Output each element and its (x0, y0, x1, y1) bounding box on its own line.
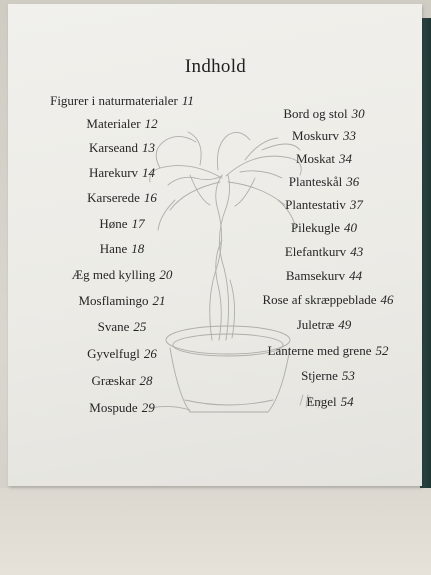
toc-entry-label: Figurer i naturmaterialer (50, 93, 178, 108)
toc-entry[interactable] (99, 216, 144, 232)
toc-entry-label: Karserede (87, 190, 140, 205)
toc-entry-label: Lanterne med grene (267, 343, 372, 358)
toc-entry-page: 25 (133, 319, 147, 334)
toc-entry[interactable] (91, 373, 152, 389)
toc-entry-page: 11 (181, 93, 194, 108)
toc-entry[interactable] (296, 151, 352, 167)
toc-entry[interactable] (98, 319, 147, 335)
toc-entry-label: Pilekugle (290, 220, 341, 235)
toc-entry-label: Græskar (91, 373, 136, 388)
toc-entry-label: Høne (99, 216, 128, 231)
toc-entry[interactable] (268, 343, 389, 359)
toc-entry-label: Engel (306, 394, 337, 409)
toc-entry-page: 17 (131, 216, 145, 231)
toc-entry-label: Mospude (89, 400, 138, 415)
toc-entry-label: Juletræ (296, 317, 335, 332)
toc-entry-label: Hane (99, 241, 128, 256)
toc-entry[interactable] (262, 292, 393, 308)
toc-entry-page: 29 (141, 400, 155, 415)
toc-entry[interactable] (292, 128, 356, 144)
toc-entry-page: 36 (346, 174, 360, 189)
toc-entry-page: 21 (152, 293, 166, 308)
toc-entry-label: Æg med kylling (71, 267, 156, 282)
toc-entry[interactable] (100, 241, 144, 257)
page-title: Indhold (184, 56, 247, 77)
toc-entry-label: Gyvelfugl (87, 346, 140, 361)
toc-entry[interactable] (297, 317, 352, 333)
toc-entry-page: 16 (143, 190, 157, 205)
toc-entry-page: 33 (342, 128, 356, 143)
toc-entry-label: Harekurv (88, 165, 139, 180)
toc-entry-page: 30 (351, 106, 365, 121)
toc-entry-label: Bamsekurv (285, 268, 346, 283)
toc-entry-label: Svane (97, 319, 130, 334)
toc-entry-label: Elefantkurv (284, 244, 347, 259)
toc-entry-page: 49 (338, 317, 352, 332)
toc-entry-page: 14 (142, 165, 156, 180)
toc-entry[interactable] (301, 368, 355, 384)
toc-entry[interactable] (87, 346, 157, 362)
toc-entry-page: 18 (131, 241, 145, 256)
toc-entry[interactable] (89, 165, 155, 181)
toc-entry[interactable] (285, 197, 363, 213)
toc-entry-page: 52 (375, 343, 389, 358)
toc-entry-label: Mosflamingo (78, 293, 149, 308)
toc-entry[interactable] (285, 244, 363, 260)
toc-entry-page: 46 (380, 292, 394, 307)
toc-entry[interactable] (291, 220, 357, 236)
toc-entry[interactable] (50, 93, 194, 109)
toc-entry[interactable] (86, 116, 157, 132)
toc-entry[interactable] (87, 190, 157, 206)
toc-entry-page: 26 (143, 346, 157, 361)
toc-entry-page: 44 (349, 268, 363, 283)
toc-entry[interactable] (89, 140, 155, 156)
toc-entry-label: Karseand (88, 140, 139, 155)
toc-entry-label: Moskurv (292, 128, 339, 143)
toc-entry-page: 53 (341, 368, 355, 383)
toc-entry-page: 54 (340, 394, 354, 409)
toc-entry-page: 43 (350, 244, 364, 259)
toc-entry-label: Stjerne (301, 368, 338, 383)
toc-entry-label: Moskat (296, 151, 335, 166)
toc-entry[interactable] (286, 268, 362, 284)
toc-entry-page: 28 (139, 373, 153, 388)
toc-entry-page: 40 (344, 220, 358, 235)
toc-entry-label: Plantestativ (285, 197, 346, 212)
toc-entry-label: Rose af skræppeblade (262, 292, 377, 307)
toc-entry[interactable] (306, 394, 353, 410)
toc-entry[interactable] (72, 267, 173, 283)
toc-entry-page: 34 (339, 151, 352, 166)
toc-entry[interactable] (78, 293, 165, 309)
toc-entry-page: 37 (349, 197, 363, 212)
toc-entry[interactable] (289, 174, 359, 190)
toc-entry[interactable] (283, 106, 364, 122)
toc-entry-page: 12 (144, 116, 158, 131)
toc-entry-page: 20 (159, 267, 173, 282)
toc-entry-label: Bord og stol (283, 106, 348, 121)
toc-entry-label: Planteskål (288, 174, 343, 189)
toc-entry-page: 13 (142, 140, 156, 155)
toc-entry[interactable] (89, 400, 154, 416)
toc-entry-label: Materialer (86, 116, 141, 131)
